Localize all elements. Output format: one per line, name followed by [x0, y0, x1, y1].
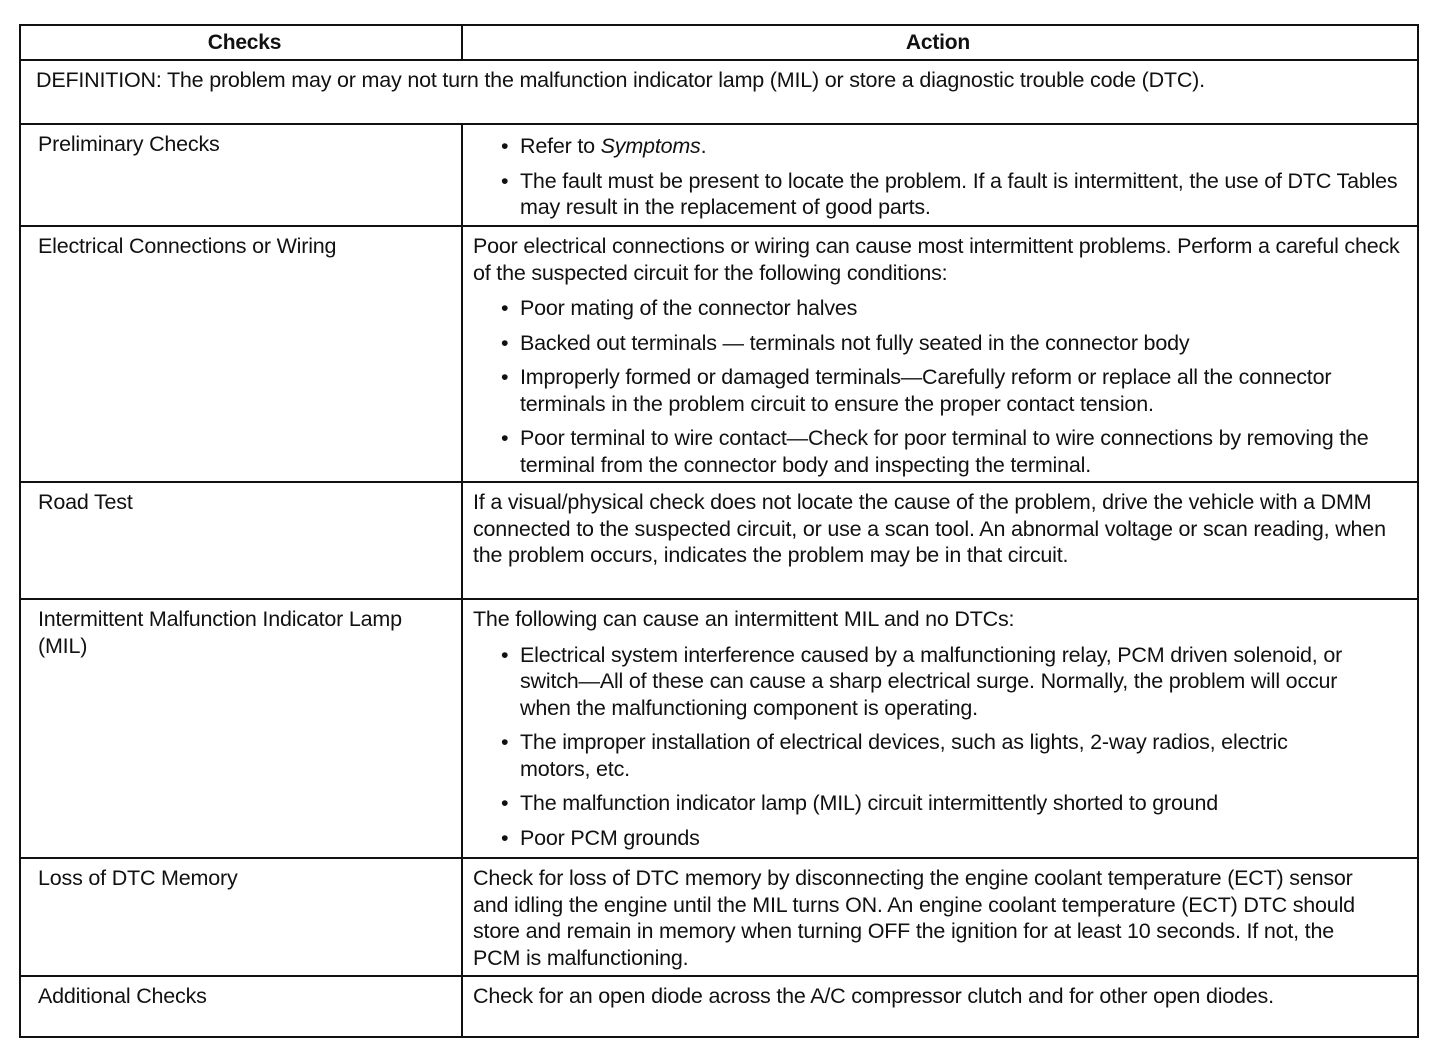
check-label: Additional Checks [21, 977, 463, 1036]
table-row [21, 977, 1417, 1036]
bullet-item: • Backed out terminals — terminals not fully seated in the connector body [501, 330, 1403, 357]
bullet-item: • Poor PCM grounds [501, 825, 1403, 852]
table-row [21, 227, 1417, 483]
action-cell [463, 977, 1417, 1036]
bullet-text: Refer to [520, 134, 601, 158]
action-cell [463, 483, 1417, 598]
bullet-item: • The fault must be present to locate the problem. If a fault is intermittent, the use of DTC Tables may result in the replacement of good parts. [501, 168, 1403, 221]
table-row [21, 125, 1417, 227]
action-intro: Poor electrical connections or wiring can cause most intermittent problems. Perform a careful check of the suspected circuit for the following conditions: [473, 234, 1400, 285]
bullet-list [473, 295, 1403, 478]
table-row [21, 483, 1417, 600]
bullet-item: • The improper installation of electrical devices, such as lights, 2-way radios, electric motors, etc. [501, 729, 1403, 782]
action-intro: The following can cause an intermittent MIL and no DTCs: [473, 607, 1015, 631]
action-cell [463, 859, 1417, 975]
check-label: Electrical Connections or Wiring [21, 227, 463, 481]
bullet-item [501, 133, 1403, 160]
bullet-item: • Poor mating of the connector halves [501, 295, 1403, 322]
definition-text: DEFINITION: The problem may or may not turn the malfunction indicator lamp (MIL) or store a diagnostic trouble code (DTC). [36, 68, 1205, 92]
check-label: Loss of DTC Memory [21, 859, 463, 975]
action-intro: Check for loss of DTC memory by disconnecting the engine coolant temperature (ECT) sensor and idling the engine until the MIL turns ON. An engine coolant temperature (ECT) DTC should store and remain in memory when turning OFF the ignition for at least 10 seconds. If not, the PCM is malfunctioning. [473, 866, 1355, 970]
bullet-text: . [700, 134, 707, 158]
action-intro: Check for an open diode across the A/C compressor clutch and for other open diodes. [473, 984, 1274, 1008]
check-label: Intermittent Malfunction Indicator Lamp (MIL) [21, 600, 463, 857]
check-label: Road Test [21, 483, 463, 598]
action-cell [463, 227, 1417, 481]
check-label: Preliminary Checks [21, 125, 463, 225]
action-cell [463, 125, 1417, 225]
table-row [21, 859, 1417, 977]
bullet-item: • The malfunction indicator lamp (MIL) circuit intermittently shorted to ground [501, 790, 1403, 817]
checks-action-table [19, 24, 1419, 1038]
bullet-item: • Electrical system interference caused by a malfunctioning relay, PCM driven solenoid, or switch—All of these can cause a sharp electrical surge. Normally, the problem will occur when the malfunctioning component is operating. [501, 642, 1403, 722]
header-checks: Checks [21, 26, 463, 59]
table-header-row [21, 26, 1417, 61]
table-row [21, 600, 1417, 859]
definition-row [21, 61, 1417, 125]
bullet-item: • Poor terminal to wire contact—Check for poor terminal to wire connections by removing the terminal from the connector body and inspecting the terminal. [501, 425, 1403, 478]
action-cell [463, 600, 1417, 857]
bullet-list [473, 642, 1403, 852]
symptoms-reference: Symptoms [600, 134, 701, 158]
action-intro: If a visual/physical check does not locate the cause of the problem, drive the vehicle with a DMM connected to the suspected circuit, or use a scan tool. An abnormal voltage or scan reading, when the problem occurs, indicates the problem may be in that circuit. [473, 490, 1386, 567]
header-action: Action [905, 31, 971, 54]
bullet-list [473, 133, 1403, 221]
bullet-item: • Improperly formed or damaged terminals—Carefully reform or replace all the connector terminals in the problem circuit to ensure the proper contact tension. [501, 364, 1403, 417]
